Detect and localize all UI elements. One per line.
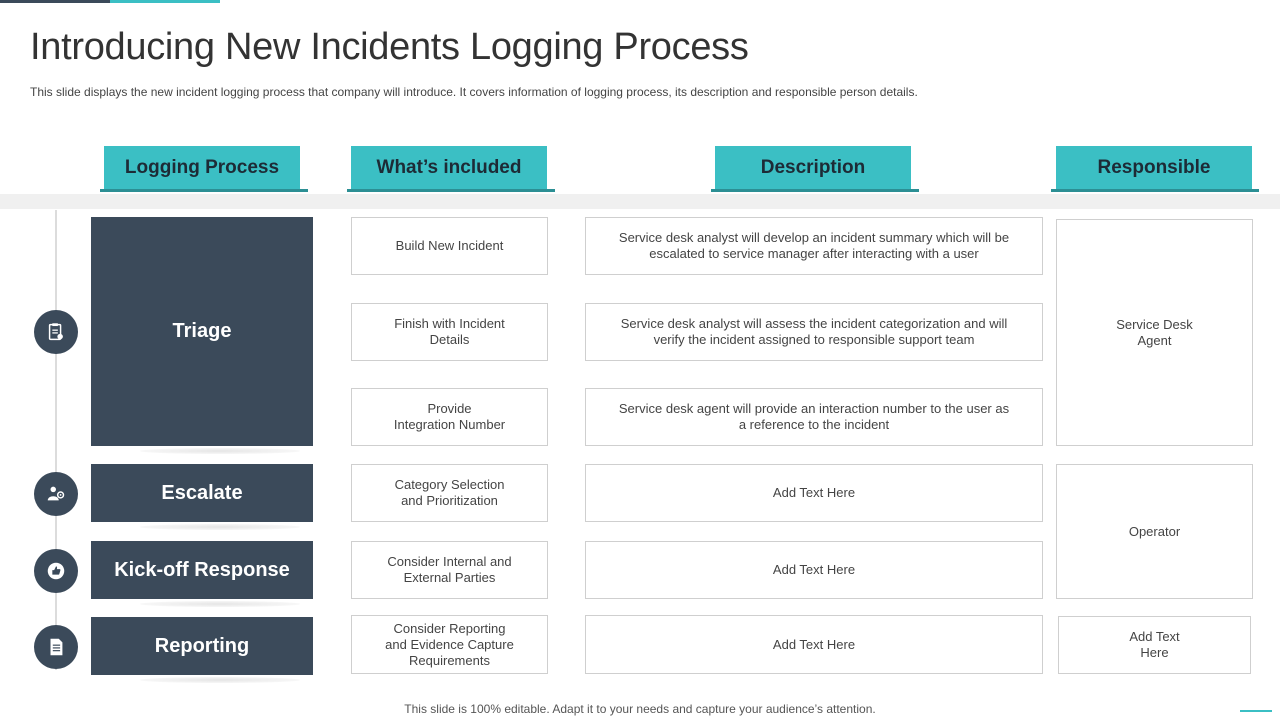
- process-shadow: [140, 524, 300, 530]
- thumbs-up-icon: [34, 549, 78, 593]
- process-kick-off-response: Kick-off Response: [91, 541, 313, 599]
- header-whats-included: What’s included: [351, 146, 547, 190]
- header-underline: [711, 189, 919, 192]
- slide-subtitle: This slide displays the new incident logging process that company will introduce. It covers information of logging process, its description and responsible person details.: [30, 85, 918, 99]
- included-box: Category Selection and Prioritization: [351, 464, 548, 522]
- description-box: Service desk agent will provide an interaction number to the user as a reference to the incident: [585, 388, 1043, 446]
- header-underline: [1051, 189, 1259, 192]
- person-gear-icon: [34, 472, 78, 516]
- header-underline: [347, 189, 555, 192]
- responsible-box: Operator: [1056, 464, 1253, 599]
- top-accent-bar-dark: [0, 0, 110, 3]
- header-band: [0, 194, 1280, 209]
- header-logging-process: Logging Process: [104, 146, 300, 190]
- process-reporting: Reporting: [91, 617, 313, 675]
- process-shadow: [140, 601, 300, 607]
- process-triage: Triage: [91, 217, 313, 446]
- responsible-box: Add Text Here: [1058, 616, 1251, 674]
- process-shadow: [140, 677, 300, 683]
- footer-note: This slide is 100% editable. Adapt it to your needs and capture your audience’s attention.: [404, 702, 876, 716]
- process-escalate: Escalate: [91, 464, 313, 522]
- description-box: Service desk analyst will develop an incident summary which will be escalated to service manager after interacting with a user: [585, 217, 1043, 275]
- footer-accent-line: [1240, 710, 1272, 712]
- included-box: Consider Reporting and Evidence Capture Requirements: [351, 615, 548, 674]
- included-box: Finish with Incident Details: [351, 303, 548, 361]
- header-responsible: Responsible: [1056, 146, 1252, 190]
- description-box: Add Text Here: [585, 464, 1043, 522]
- included-box: Provide Integration Number: [351, 388, 548, 446]
- slide-title: Introducing New Incidents Logging Process: [30, 26, 749, 68]
- header-description: Description: [715, 146, 911, 190]
- timeline-line: [55, 210, 57, 670]
- top-accent-bar-teal: [110, 0, 220, 3]
- document-icon: [34, 625, 78, 669]
- header-underline: [100, 189, 308, 192]
- included-box: Build New Incident: [351, 217, 548, 275]
- description-box: Add Text Here: [585, 615, 1043, 674]
- included-box: Consider Internal and External Parties: [351, 541, 548, 599]
- description-box: Service desk analyst will assess the incident categorization and will verify the incident assigned to responsible support team: [585, 303, 1043, 361]
- clipboard-icon: [34, 310, 78, 354]
- responsible-box: Service Desk Agent: [1056, 219, 1253, 446]
- description-box: Add Text Here: [585, 541, 1043, 599]
- process-shadow: [140, 448, 300, 454]
